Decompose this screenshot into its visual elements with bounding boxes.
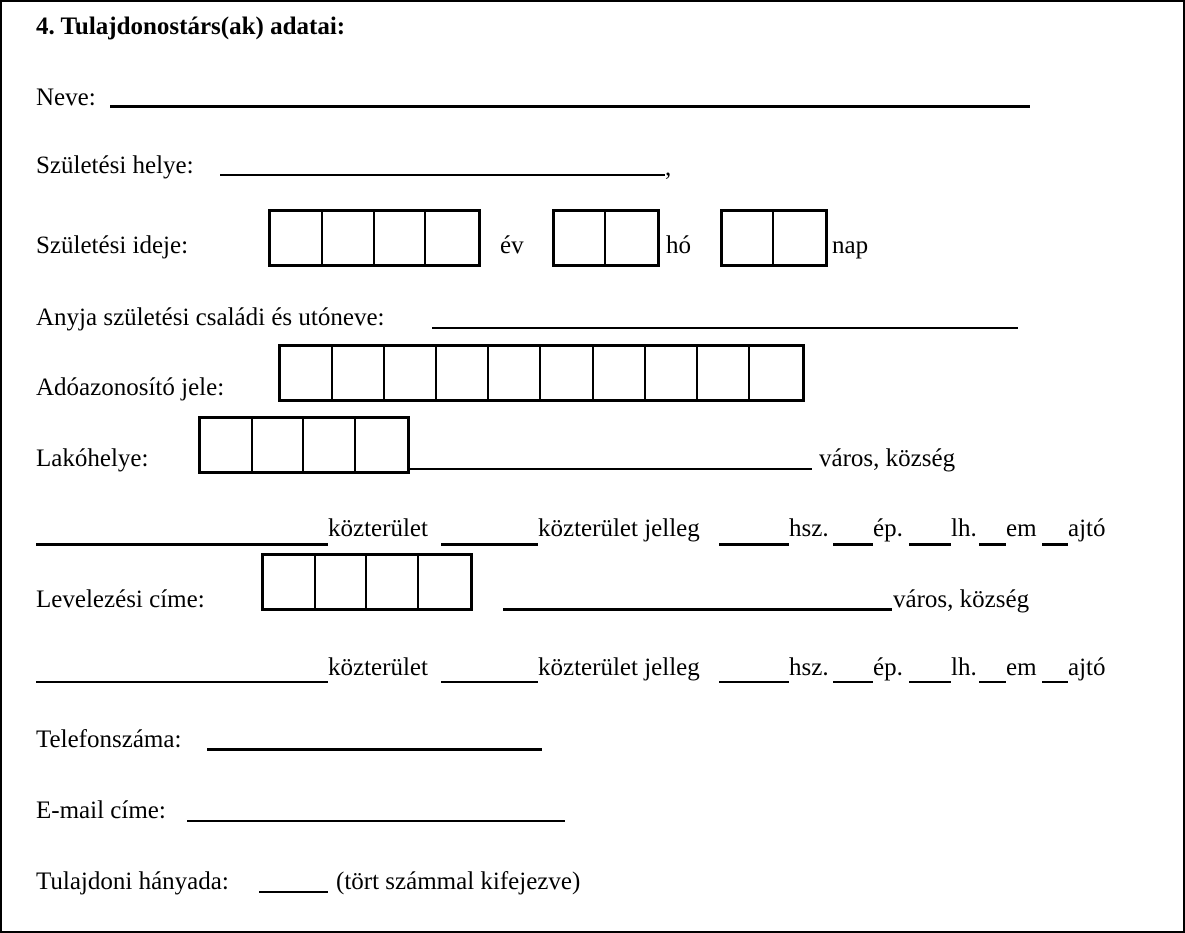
tax-id-digit-box[interactable] (281, 347, 333, 399)
mailing-postcode-digit-box[interactable] (316, 556, 368, 608)
mailing-number-label: hsz. (789, 654, 829, 681)
name-field[interactable] (110, 105, 1030, 108)
tax-id-label: Adóazonosító jele: (36, 374, 225, 401)
mailing-building-field[interactable] (833, 681, 873, 683)
mailing-street-type-field[interactable] (441, 681, 538, 683)
mailing-postcode-digit-box[interactable] (419, 556, 471, 608)
mailing-stairway-field[interactable] (909, 681, 951, 683)
tax-id-digit-box[interactable] (698, 347, 750, 399)
residence-number-label: hsz. (789, 515, 829, 542)
tax-id-digit-box[interactable] (489, 347, 541, 399)
residence-stairway-field[interactable] (909, 543, 951, 546)
birth-month-digit-box[interactable] (606, 212, 657, 264)
tax-id-digit-box[interactable] (594, 347, 646, 399)
residence-postcode-digit-box[interactable] (253, 419, 305, 471)
birth-year-boxes[interactable] (268, 209, 481, 267)
mailing-building-label: ép. (873, 654, 903, 681)
mailing-door-label: ajtó (1068, 654, 1106, 681)
mailing-street-label: közterület (328, 654, 428, 681)
mailing-stairway-label: lh. (951, 654, 977, 681)
mailing-number-field[interactable] (719, 681, 789, 683)
birth-month-unit: hó (666, 232, 691, 259)
mailing-street-type-label: közterület jelleg (538, 654, 700, 681)
residence-city-field[interactable] (410, 468, 812, 470)
residence-postcode-boxes[interactable] (198, 416, 410, 474)
birth-date-label: Születési ideje: (36, 232, 189, 259)
email-label: E-mail címe: (36, 797, 166, 824)
mailing-label: Levelezési címe: (36, 586, 205, 613)
birth-day-digit-box[interactable] (723, 212, 774, 264)
residence-city-suffix: város, község (819, 445, 956, 472)
mailing-street-field[interactable] (36, 681, 328, 683)
section-title: 4. Tulajdonostárs(ak) adatai: (36, 13, 346, 40)
birth-place-field[interactable] (220, 174, 665, 176)
name-label: Neve: (36, 84, 96, 111)
birth-place-comma: , (665, 154, 672, 181)
mailing-floor-label: em (1006, 654, 1037, 681)
residence-postcode-digit-box[interactable] (304, 419, 356, 471)
residence-label: Lakóhelye: (36, 445, 149, 472)
mailing-postcode-boxes[interactable] (261, 553, 473, 611)
residence-postcode-digit-box[interactable] (201, 419, 253, 471)
residence-number-field[interactable] (719, 543, 789, 546)
phone-label: Telefonszáma: (36, 726, 182, 753)
residence-postcode-digit-box[interactable] (356, 419, 408, 471)
residence-street-label: közterület (328, 515, 428, 542)
birth-year-digit-box[interactable] (271, 212, 323, 264)
birth-place-label: Születési helye: (36, 152, 194, 179)
residence-building-label: ép. (873, 515, 903, 542)
tax-id-digit-box[interactable] (437, 347, 489, 399)
mailing-postcode-digit-box[interactable] (367, 556, 419, 608)
birth-month-digit-box[interactable] (555, 212, 606, 264)
birth-year-digit-box[interactable] (323, 212, 375, 264)
share-note: (tört számmal kifejezve) (336, 868, 581, 895)
tax-id-boxes[interactable] (278, 344, 805, 402)
residence-floor-field[interactable] (979, 543, 1006, 546)
tax-id-digit-box[interactable] (333, 347, 385, 399)
tax-id-digit-box[interactable] (541, 347, 593, 399)
birth-day-digit-box[interactable] (774, 212, 825, 264)
residence-door-field[interactable] (1042, 543, 1068, 546)
residence-door-label: ajtó (1068, 515, 1106, 542)
mailing-postcode-digit-box[interactable] (264, 556, 316, 608)
residence-street-type-label: közterület jelleg (538, 515, 700, 542)
mailing-door-field[interactable] (1042, 681, 1068, 683)
mother-name-label: Anyja születési családi és utóneve: (36, 304, 385, 331)
residence-stairway-label: lh. (951, 515, 977, 542)
residence-floor-label: em (1006, 515, 1037, 542)
residence-street-type-field[interactable] (441, 543, 538, 546)
email-field[interactable] (187, 820, 565, 822)
birth-year-digit-box[interactable] (426, 212, 478, 264)
birth-day-boxes[interactable] (720, 209, 828, 267)
birth-month-boxes[interactable] (552, 209, 660, 267)
tax-id-digit-box[interactable] (646, 347, 698, 399)
tax-id-digit-box[interactable] (385, 347, 437, 399)
phone-field[interactable] (207, 748, 542, 751)
mailing-floor-field[interactable] (979, 681, 1006, 683)
mother-name-field[interactable] (432, 327, 1018, 329)
birth-year-unit: év (500, 232, 524, 259)
tax-id-digit-box[interactable] (750, 347, 802, 399)
birth-day-unit: nap (832, 232, 869, 259)
residence-building-field[interactable] (833, 543, 873, 546)
share-label: Tulajdoni hányada: (36, 868, 229, 895)
share-field[interactable] (259, 891, 328, 893)
mailing-city-field[interactable] (503, 608, 892, 611)
birth-year-digit-box[interactable] (375, 212, 427, 264)
mailing-city-suffix: város, község (893, 586, 1030, 613)
residence-street-field[interactable] (36, 543, 328, 546)
